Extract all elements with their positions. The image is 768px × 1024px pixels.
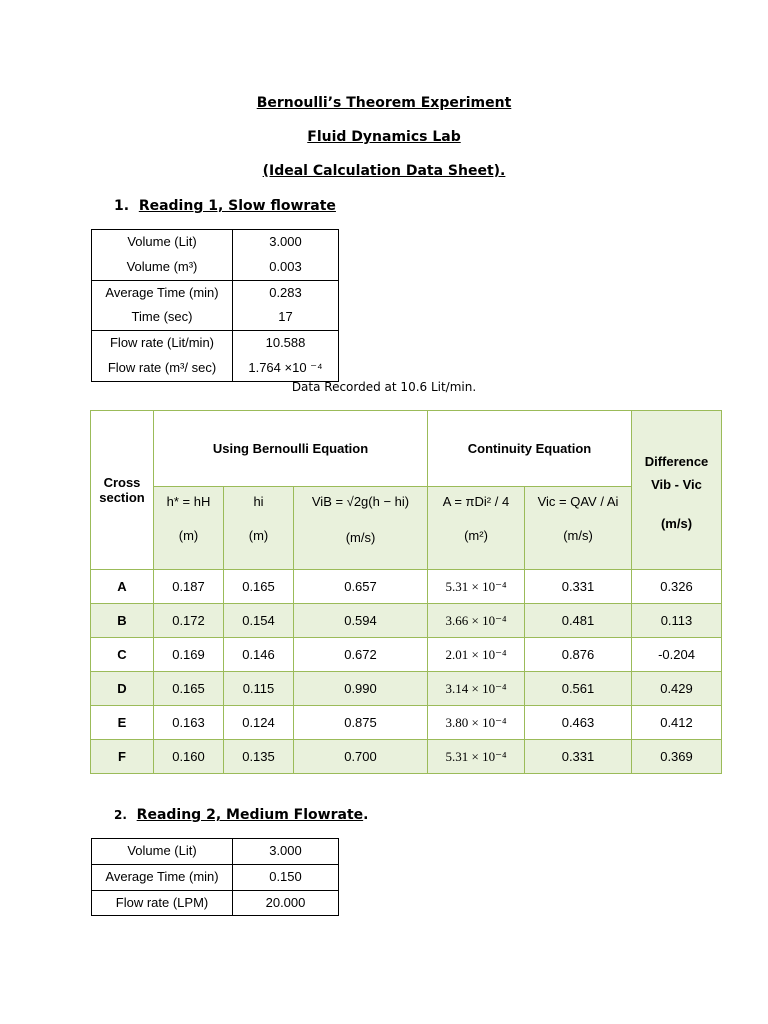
h-star-cell: 0.163 [154, 706, 224, 740]
reading-2-label-cell [92, 839, 233, 865]
area-cell: 3.80 × 10⁻⁴ [428, 706, 525, 740]
diff-cell: 0.412 [632, 706, 722, 740]
reading-1-label: Volume (m³) [126, 258, 198, 274]
reading-1-value: 3.000 [269, 234, 302, 249]
diff-cell: 0.369 [632, 740, 722, 774]
h-star-label: h* = hH [166, 494, 211, 509]
vib-label: ViB = √2g(h − hi) [311, 494, 410, 509]
h-star-cell: 0.160 [154, 740, 224, 774]
diff-cell: 0.429 [632, 672, 722, 706]
data-recorded-note: Data Recorded at 10.6 Lit/min. [291, 380, 477, 394]
reading-1-value: 0.003 [269, 258, 302, 274]
vib-cell: 0.990 [294, 672, 428, 706]
reading-1-label: Volume (Lit) [127, 234, 197, 249]
table-row [91, 706, 722, 740]
calculation-table [90, 410, 722, 774]
table-row [91, 638, 722, 672]
vic-header [525, 487, 632, 570]
table-row [91, 604, 722, 638]
document-subtitle: Fluid Dynamics Lab [307, 129, 461, 145]
reading-1-label-cell [92, 331, 233, 382]
h-star-header [154, 487, 224, 570]
section-cell: D [91, 672, 154, 706]
hi-cell: 0.165 [224, 570, 294, 604]
vic-cell: 0.463 [525, 706, 632, 740]
vib-cell: 0.594 [294, 604, 428, 638]
reading-1-value-cell [233, 331, 339, 382]
section-cell: A [91, 570, 154, 604]
reading-2-label-cell [92, 864, 233, 890]
reading-2-label: Volume (Lit) [127, 843, 197, 858]
reading-1-value-cell [233, 280, 339, 331]
area-header [428, 487, 525, 570]
difference-header [632, 411, 722, 570]
reading-2-label: Average Time (min) [105, 868, 219, 884]
reading-2-value-cell [233, 864, 339, 890]
reading-1-label: Flow rate (Lit/min) [109, 335, 215, 351]
vib-cell: 0.700 [294, 740, 428, 774]
vib-cell: 0.657 [294, 570, 428, 604]
area-cell: 3.14 × 10⁻⁴ [428, 672, 525, 706]
reading-1-value: 10.588 [265, 335, 306, 351]
reading-1-value-cell [233, 230, 339, 281]
table-row [91, 570, 722, 604]
h-star-cell: 0.187 [154, 570, 224, 604]
bernoulli-group-header: Using Bernoulli Equation [154, 411, 428, 487]
hi-cell: 0.135 [224, 740, 294, 774]
document-sheet-title: (Ideal Calculation Data Sheet). [262, 163, 506, 179]
hi-cell: 0.146 [224, 638, 294, 672]
vic-cell: 0.876 [525, 638, 632, 672]
vic-unit: (m/s) [563, 528, 593, 543]
hi-label: hi [253, 494, 264, 509]
h-star-cell: 0.172 [154, 604, 224, 638]
reading-2-label: Flow rate (LPM) [115, 894, 209, 910]
reading-1-heading: 1. Reading 1, Slow flowrate [114, 198, 336, 214]
reading-1-label: Flow rate (m³/ sec) [107, 359, 217, 375]
reading-2-value: 3.000 [269, 843, 302, 858]
reading-2-value-cell [233, 839, 339, 865]
hi-cell: 0.124 [224, 706, 294, 740]
reading-2-heading: 2. Reading 2, Medium Flowrate. [114, 807, 369, 823]
cross-section-header: Cross section [91, 411, 154, 570]
difference-formula: Vib - Vic [651, 477, 702, 492]
reading-1-label: Average Time (min) [105, 284, 219, 300]
area-cell: 5.31 × 10⁻⁴ [428, 570, 525, 604]
reading-1-value: 0.283 [269, 284, 302, 300]
reading-1-value: 17 [278, 309, 293, 325]
hi-unit: (m) [248, 528, 269, 543]
reading-2-value: 0.150 [269, 868, 302, 884]
difference-unit: (m/s) [660, 516, 693, 531]
vic-label: Vic = QAV / Ai [537, 494, 619, 509]
diff-cell: 0.326 [632, 570, 722, 604]
reading-1-label: Time (sec) [131, 309, 193, 325]
reading-2-table [91, 838, 339, 916]
section-cell: B [91, 604, 154, 638]
area-unit: (m²) [464, 528, 488, 543]
section-cell: C [91, 638, 154, 672]
document-title: Bernoulli’s Theorem Experiment [256, 95, 512, 111]
continuity-group-header: Continuity Equation [428, 411, 632, 487]
hi-cell: 0.154 [224, 604, 294, 638]
section-cell: F [91, 740, 154, 774]
area-cell: 2.01 × 10⁻⁴ [428, 638, 525, 672]
table-row [91, 672, 722, 706]
vib-cell: 0.875 [294, 706, 428, 740]
hi-header [224, 487, 294, 570]
area-cell: 5.31 × 10⁻⁴ [428, 740, 525, 774]
reading-1-label-cell [92, 230, 233, 281]
h-star-cell: 0.169 [154, 638, 224, 672]
table-row [91, 740, 722, 774]
vic-cell: 0.561 [525, 672, 632, 706]
diff-cell: -0.204 [632, 638, 722, 672]
reading-1-label-cell [92, 280, 233, 331]
area-cell: 3.66 × 10⁻⁴ [428, 604, 525, 638]
h-star-unit: (m) [178, 528, 199, 543]
vib-header [294, 487, 428, 570]
diff-cell: 0.113 [632, 604, 722, 638]
vic-cell: 0.331 [525, 740, 632, 774]
reading-2-label-cell [92, 890, 233, 916]
hi-cell: 0.115 [224, 672, 294, 706]
difference-label: Difference [644, 454, 709, 469]
vib-unit: (m/s) [345, 530, 376, 545]
vib-cell: 0.672 [294, 638, 428, 672]
reading-1-table [91, 229, 339, 382]
area-label: A = πDi² / 4 [442, 494, 510, 509]
reading-2-value-cell [233, 890, 339, 916]
vic-cell: 0.481 [525, 604, 632, 638]
vic-cell: 0.331 [525, 570, 632, 604]
h-star-cell: 0.165 [154, 672, 224, 706]
reading-1-value: 1.764 ×10 ⁻⁴ [248, 359, 323, 375]
section-cell: E [91, 706, 154, 740]
reading-2-value: 20.000 [265, 894, 306, 910]
